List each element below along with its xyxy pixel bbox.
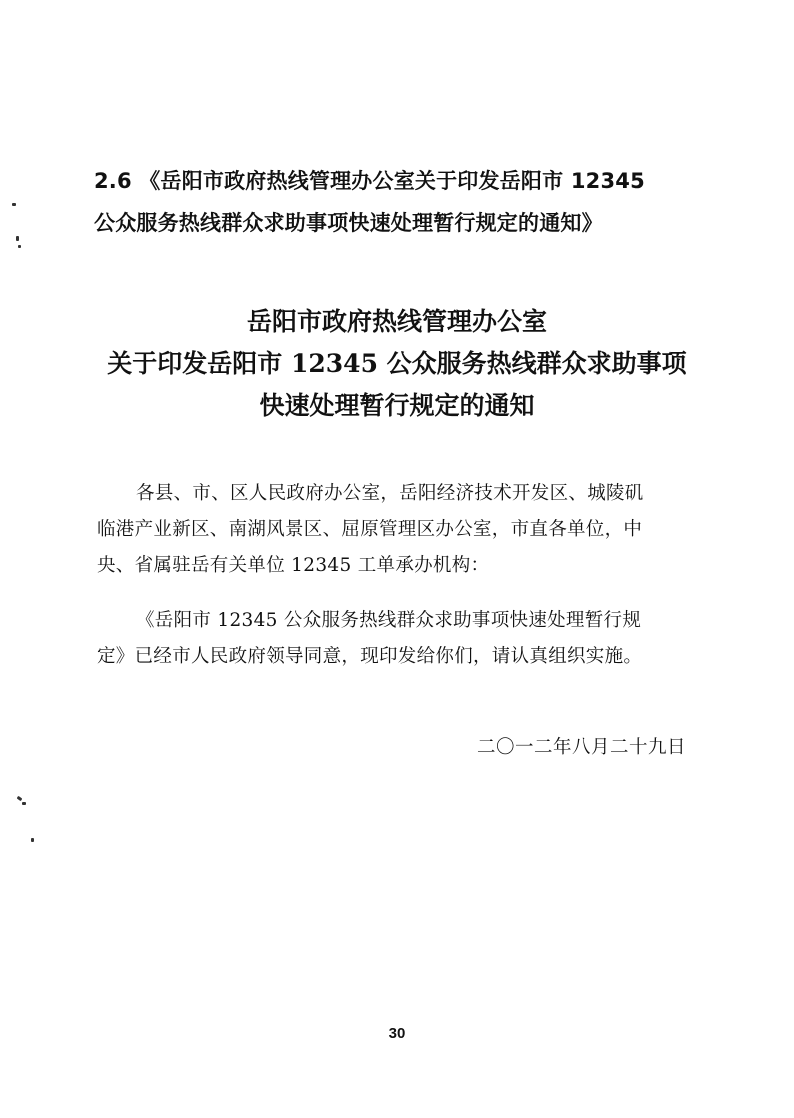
section-heading bbox=[94, 160, 714, 244]
scan-speck bbox=[31, 838, 34, 842]
page-number: 30 bbox=[388, 1025, 406, 1042]
paragraph-line: 临港产业新区、南湖风景区、屈原管理区办公室，市直各单位，中 bbox=[97, 519, 643, 540]
scan-speck bbox=[18, 245, 21, 248]
scan-speck bbox=[17, 796, 23, 801]
document-title-line-2: 关于印发岳阳市 12345 公众服务热线群众求助事项 bbox=[107, 349, 687, 378]
document-date: 二〇一二年八月二十九日 bbox=[476, 737, 686, 758]
paragraph-line: 央、省属驻岳有关单位 12345 工单承办机构： bbox=[97, 555, 490, 576]
document-title-line-3: 快速处理暂行规定的通知 bbox=[259, 391, 535, 420]
scan-speck bbox=[16, 236, 19, 241]
paragraph-line: 各县、市、区人民政府办公室，岳阳经济技术开发区、城陵矶 bbox=[136, 483, 644, 504]
document-title-line-1: 岳阳市政府热线管理办公室 bbox=[246, 307, 547, 336]
scan-speck bbox=[12, 203, 16, 206]
scan-speck bbox=[22, 802, 26, 805]
paragraph-line: 《岳阳市 12345 公众服务热线群众求助事项快速处理暂行规 bbox=[136, 610, 642, 631]
section-heading-line-1: 2.6 《岳阳市政府热线管理办公室关于印发岳阳市 12345 bbox=[94, 169, 645, 193]
section-heading-line-2: 公众服务热线群众求助事项快速处理暂行规定的通知》 bbox=[94, 211, 603, 235]
body-paragraph-addressees bbox=[97, 476, 695, 584]
paragraph-line: 定》已经市人民政府领导同意，现印发给你们，请认真组织实施。 bbox=[97, 646, 643, 667]
body-paragraph-notice bbox=[97, 603, 695, 675]
